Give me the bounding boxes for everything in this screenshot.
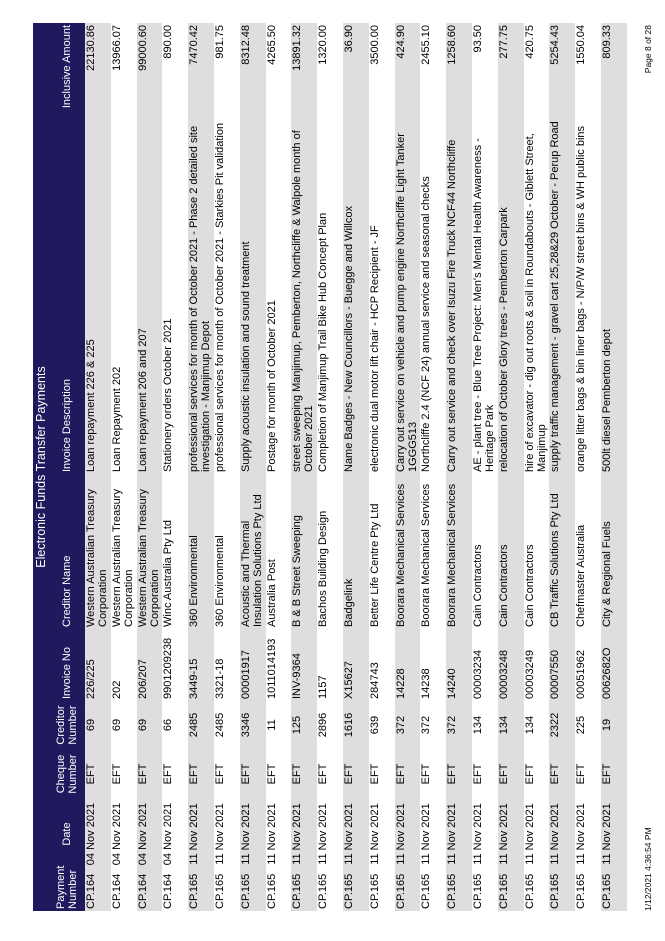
cell-date: 11 Nov 2021 <box>601 799 627 869</box>
table-row <box>137 23 163 911</box>
cell-inclusive-amount: 8312.48 <box>240 23 266 119</box>
cell-invoice-description: professional services for month of October 2021 - Starkies Pit validation <box>213 122 226 472</box>
table-row <box>343 23 369 911</box>
cell-creditor-number: 1616 <box>343 701 369 749</box>
cell-invoice-description: street sweeping Manjimup, Pemberton, Northcliffe & Walpole month of October 2021 <box>291 119 317 474</box>
cell-cheque-number: EFT <box>110 763 123 785</box>
table-row <box>446 23 472 911</box>
cell-cheque-number: EFT <box>137 749 163 799</box>
cell-invoice-no: 9901209238 <box>162 637 175 699</box>
cell-creditor-name: Cain Contractors <box>523 544 536 627</box>
cell-date: 11 Nov 2021 <box>265 803 278 865</box>
cell-creditor-name: Cain Contractors <box>498 474 524 629</box>
cell-creditor-number: 66 <box>162 718 175 732</box>
cell-invoice-no: 1011014193 <box>265 638 278 699</box>
cell-creditor-number: 19 <box>601 701 627 749</box>
cell-invoice-no: 00051962 <box>575 650 588 699</box>
cell-creditor-name: CB Traffic Solutions Pty Ltd <box>549 474 575 629</box>
cell-invoice-no: X15627 <box>343 629 369 701</box>
cell-invoice-no: 00007550 <box>549 629 575 701</box>
cell-invoice-no: 00001917 <box>240 629 266 701</box>
table-body <box>85 23 627 911</box>
cell-date: 11 Nov 2021 <box>395 799 421 869</box>
cell-inclusive-amount: 1320.00 <box>317 25 330 65</box>
cell-date: 11 Nov 2021 <box>188 799 214 869</box>
cell-cheque-number: EFT <box>85 749 111 799</box>
cell-creditor-name: Better Life Centre Pty Ltd <box>368 503 381 627</box>
cell-invoice-no: 00003234 <box>471 650 484 699</box>
cell-creditor-number: 69 <box>137 701 163 749</box>
cell-invoice-no: 14240 <box>446 629 472 701</box>
cell-inclusive-amount: 36.90 <box>343 23 369 119</box>
cell-invoice-no: 226/225 <box>85 629 111 701</box>
cell-invoice-description: orange litter bags & bin liner bags - N/P/W street bins & WH public bins <box>575 125 588 472</box>
cell-inclusive-amount: 22130.86 <box>85 23 111 119</box>
cell-invoice-no: 206/207 <box>137 629 163 701</box>
table-header-row <box>49 23 85 911</box>
col-date: Date <box>49 799 85 869</box>
cell-cheque-number: EFT <box>265 763 278 785</box>
cell-payment-number: CP.164 <box>85 869 111 911</box>
cell-inclusive-amount: 13966.07 <box>110 25 123 71</box>
cell-date: 11 Nov 2021 <box>420 803 433 865</box>
table-row <box>111 23 137 911</box>
cell-creditor-name: Badgelink <box>343 474 369 629</box>
cell-creditor-number: 134 <box>471 715 484 735</box>
cell-inclusive-amount: 809.33 <box>601 23 627 119</box>
cell-creditor-number: 372 <box>395 701 421 749</box>
cell-creditor-number: 125 <box>291 701 317 749</box>
cell-invoice-no: 0062682O <box>601 629 627 701</box>
cell-inclusive-amount: 4265.50 <box>265 25 278 65</box>
table-row <box>240 23 266 911</box>
cell-creditor-number: 225 <box>575 715 588 735</box>
cell-date: 11 Nov 2021 <box>213 803 226 865</box>
cell-inclusive-amount: 420.75 <box>523 25 536 59</box>
cell-creditor-name: Western Australian Treasury Corporation <box>137 474 163 629</box>
cell-creditor-number: 2485 <box>188 701 214 749</box>
table-row <box>85 23 111 911</box>
cell-invoice-description: electronic dual motor lift chair - HCP Recipient - JF <box>368 225 381 472</box>
cell-creditor-name: City & Regional Fuels <box>601 474 627 629</box>
cell-creditor-name: 360 Environmental <box>188 474 214 629</box>
cell-creditor-name: Australia Post <box>265 559 278 627</box>
cell-inclusive-amount: 1258.60 <box>446 23 472 119</box>
cell-cheque-number: EFT <box>343 749 369 799</box>
cell-date: 11 Nov 2021 <box>575 803 588 865</box>
cell-creditor-name: Boorara Mechanical Services <box>446 474 472 629</box>
cell-creditor-number: 134 <box>523 715 536 735</box>
cell-payment-number: CP.165 <box>471 873 484 909</box>
cell-cheque-number: EFT <box>162 763 175 785</box>
cell-creditor-number: 2322 <box>549 701 575 749</box>
cell-creditor-number: 11 <box>265 719 278 731</box>
cell-payment-number: CP.165 <box>213 873 226 909</box>
table-row <box>524 23 550 911</box>
cell-date: 04 Nov 2021 <box>110 802 123 866</box>
cell-invoice-no: 00003248 <box>498 629 524 701</box>
cell-inclusive-amount: 93.50 <box>471 25 484 53</box>
cell-creditor-name: Bachos Building Design <box>317 510 330 627</box>
cell-creditor-number: 2485 <box>213 712 226 738</box>
cell-cheque-number: EFT <box>240 749 266 799</box>
col-invoice-description: Invoice Description <box>49 119 85 474</box>
col-invoice-no: Invoice No <box>49 629 85 701</box>
cell-invoice-description: Carry out service and check over Isuzu Fire Truck NCF44 Northcliffe <box>446 119 472 474</box>
cell-payment-number: CP.165 <box>343 869 369 911</box>
cell-cheque-number: EFT <box>188 749 214 799</box>
cell-invoice-no: 3321-18 <box>213 658 226 699</box>
cell-creditor-number: 372 <box>420 715 433 735</box>
cell-inclusive-amount: 13891.32 <box>291 23 317 119</box>
cell-creditor-number: 372 <box>446 701 472 749</box>
cell-invoice-description: Northcliffe 2.4 (NCF 24) annual service and seasonal checks <box>420 176 433 472</box>
table-row <box>214 23 240 911</box>
cell-date: 11 Nov 2021 <box>446 799 472 869</box>
cell-invoice-description: 500lt diesel Pemberton depot <box>601 119 627 474</box>
cell-date: 11 Nov 2021 <box>343 799 369 869</box>
cell-creditor-number: 69 <box>85 701 111 749</box>
cell-cheque-number: EFT <box>471 763 484 785</box>
cell-cheque-number: EFT <box>549 749 575 799</box>
cell-creditor-name: B & B Street Sweeping <box>291 474 317 629</box>
cell-inclusive-amount: 1550.04 <box>575 25 588 65</box>
cell-cheque-number: EFT <box>601 749 627 799</box>
cell-payment-number: CP.165 <box>498 869 524 911</box>
cell-invoice-description: Postage for month of October 2021 <box>265 300 278 472</box>
cell-inclusive-amount: 7470.42 <box>188 23 214 119</box>
cell-payment-number: CP.165 <box>265 873 278 909</box>
cell-date: 11 Nov 2021 <box>471 803 484 865</box>
cell-creditor-name: Western Australian Treasury Corporation <box>110 489 135 627</box>
cell-date: 04 Nov 2021 <box>162 802 175 866</box>
cell-date: 11 Nov 2021 <box>240 799 266 869</box>
cell-invoice-description: hire of excavator - dig out roots & soil in Roundabouts - Giblett Street, Manjimup <box>523 133 548 472</box>
cell-date: 11 Nov 2021 <box>523 803 536 865</box>
cell-invoice-description: professional services for month of October 2021 - Phase 2 detailed site investigation - Manjimup Depot <box>188 119 214 474</box>
cell-inclusive-amount: 981.75 <box>213 25 226 59</box>
cell-creditor-number: 2896 <box>317 712 330 738</box>
cell-invoice-description: Loan repayment 206 and 207 <box>137 119 163 474</box>
cell-inclusive-amount: 424.90 <box>395 23 421 119</box>
cell-invoice-no: 00003249 <box>523 650 536 699</box>
cell-invoice-description: Completion of Manjimup Trail Bike Hub Concept Plan <box>317 212 330 472</box>
cell-creditor-name: Winc Australia Pty Ltd <box>162 520 175 627</box>
col-creditor-number: Creditor Number <box>49 701 85 749</box>
table-row <box>369 23 395 911</box>
col-cheque-number: Cheque Number <box>49 749 85 799</box>
table-row <box>420 23 446 911</box>
cell-creditor-number: 69 <box>110 718 123 732</box>
cell-cheque-number: EFT <box>575 763 588 785</box>
table-row <box>291 23 317 911</box>
cell-cheque-number: EFT <box>498 749 524 799</box>
cell-invoice-no: 284743 <box>368 662 381 699</box>
cell-date: 04 Nov 2021 <box>137 799 163 869</box>
cell-payment-number: CP.165 <box>368 873 381 909</box>
cell-date: 04 Nov 2021 <box>85 799 111 869</box>
table-row <box>162 23 188 911</box>
cell-inclusive-amount: 3500.00 <box>368 25 381 65</box>
cell-date: 11 Nov 2021 <box>549 799 575 869</box>
cell-date: 11 Nov 2021 <box>317 803 330 865</box>
cell-payment-number: CP.165 <box>395 869 421 911</box>
cell-inclusive-amount: 890.00 <box>162 25 175 59</box>
cell-invoice-description: supply traffic management - gravel cart 25,28&29 October - Perup Road <box>549 119 575 474</box>
cell-creditor-name: Chefmaster Australia <box>575 524 588 627</box>
cell-cheque-number: EFT <box>446 749 472 799</box>
cell-payment-number: CP.165 <box>420 873 433 909</box>
cell-invoice-no: INV-9364 <box>291 629 317 701</box>
cell-invoice-description: relocation of October Glory trees - Pemberton Carpark <box>498 119 524 474</box>
cell-cheque-number: EFT <box>213 763 226 785</box>
table-row <box>601 23 627 911</box>
cell-date: 11 Nov 2021 <box>368 803 381 865</box>
cell-cheque-number: EFT <box>317 763 330 785</box>
table-row <box>549 23 575 911</box>
page-number: Page 8 of 28 <box>643 25 653 74</box>
cell-inclusive-amount: 5254.43 <box>549 23 575 119</box>
cell-invoice-description: Loan Repayment 202 <box>110 366 123 472</box>
cell-cheque-number: EFT <box>291 749 317 799</box>
cell-creditor-number: 3346 <box>240 701 266 749</box>
cell-invoice-description: Supply acoustic insulation and sound treatment <box>240 119 266 474</box>
cell-date: 11 Nov 2021 <box>498 799 524 869</box>
cell-payment-number: CP.165 <box>446 869 472 911</box>
cell-cheque-number: EFT <box>395 749 421 799</box>
payments-table <box>49 23 627 911</box>
cell-payment-number: CP.165 <box>575 873 588 909</box>
cell-creditor-name: Boorara Mechanical Services <box>395 474 421 629</box>
cell-payment-number: CP.165 <box>291 869 317 911</box>
cell-cheque-number: EFT <box>368 763 381 785</box>
printed-timestamp: 1/12/2021 4:36:54 PM <box>643 827 653 911</box>
cell-creditor-number: 639 <box>368 715 381 735</box>
cell-invoice-description: Stationery orders October 2021 <box>162 318 175 472</box>
cell-inclusive-amount: 277.75 <box>498 23 524 119</box>
cell-invoice-no: 14238 <box>420 668 433 699</box>
col-payment-number: Payment Number <box>49 869 85 911</box>
cell-invoice-description: AE - plant tree - Blue Tree Project: Men's Mental Health Awareness - Heritage Park <box>471 138 496 472</box>
report-title: Electronic Funds Transfer Payments <box>33 23 49 911</box>
cell-payment-number: CP.164 <box>110 873 123 909</box>
table-row <box>472 23 498 911</box>
col-inclusive-amount: Inclusive Amount <box>49 23 85 119</box>
cell-creditor-name: Cain Contractors <box>471 544 484 627</box>
col-creditor-name: Creditor Name <box>49 474 85 629</box>
cell-inclusive-amount: 2455.10 <box>420 25 433 65</box>
cell-invoice-description: Loan repayment 226 & 225 <box>85 119 111 474</box>
cell-invoice-description: Name Badges - New Councillors - Buegge and Willcox <box>343 119 369 474</box>
cell-creditor-number: 134 <box>498 701 524 749</box>
cell-payment-number: CP.165 <box>523 873 536 909</box>
cell-inclusive-amount: 99000.60 <box>137 23 163 119</box>
cell-payment-number: CP.165 <box>240 869 266 911</box>
cell-invoice-description: Carry out service on vehicle and pump engine Northcliffe Light Tanker 1GGG513 <box>395 119 421 474</box>
cell-payment-number: CP.165 <box>188 869 214 911</box>
cell-creditor-name: 360 Environmental <box>213 535 226 627</box>
cell-creditor-name: Acoustic and Thermal Insulation Solutions Pty Ltd <box>240 474 266 629</box>
table-row <box>575 23 601 911</box>
table-row <box>317 23 343 911</box>
cell-invoice-no: 3449-15 <box>188 629 214 701</box>
cell-creditor-name: Boorara Mechanical Services <box>420 483 433 627</box>
cell-payment-number: CP.165 <box>549 869 575 911</box>
cell-invoice-no: 14228 <box>395 629 421 701</box>
cell-creditor-name: Western Australian Treasury Corporation <box>85 474 111 629</box>
cell-payment-number: CP.165 <box>601 869 627 911</box>
table-row <box>498 23 524 911</box>
table-row <box>188 23 214 911</box>
cell-invoice-no: 1157 <box>317 675 330 699</box>
table-row <box>395 23 421 911</box>
cell-cheque-number: EFT <box>420 763 433 785</box>
cell-payment-number: CP.164 <box>137 869 163 911</box>
table-row <box>266 23 292 911</box>
cell-cheque-number: EFT <box>523 763 536 785</box>
cell-invoice-no: 202 <box>110 680 123 699</box>
cell-payment-number: CP.165 <box>317 873 330 909</box>
cell-date: 11 Nov 2021 <box>291 799 317 869</box>
cell-payment-number: CP.164 <box>162 873 175 909</box>
